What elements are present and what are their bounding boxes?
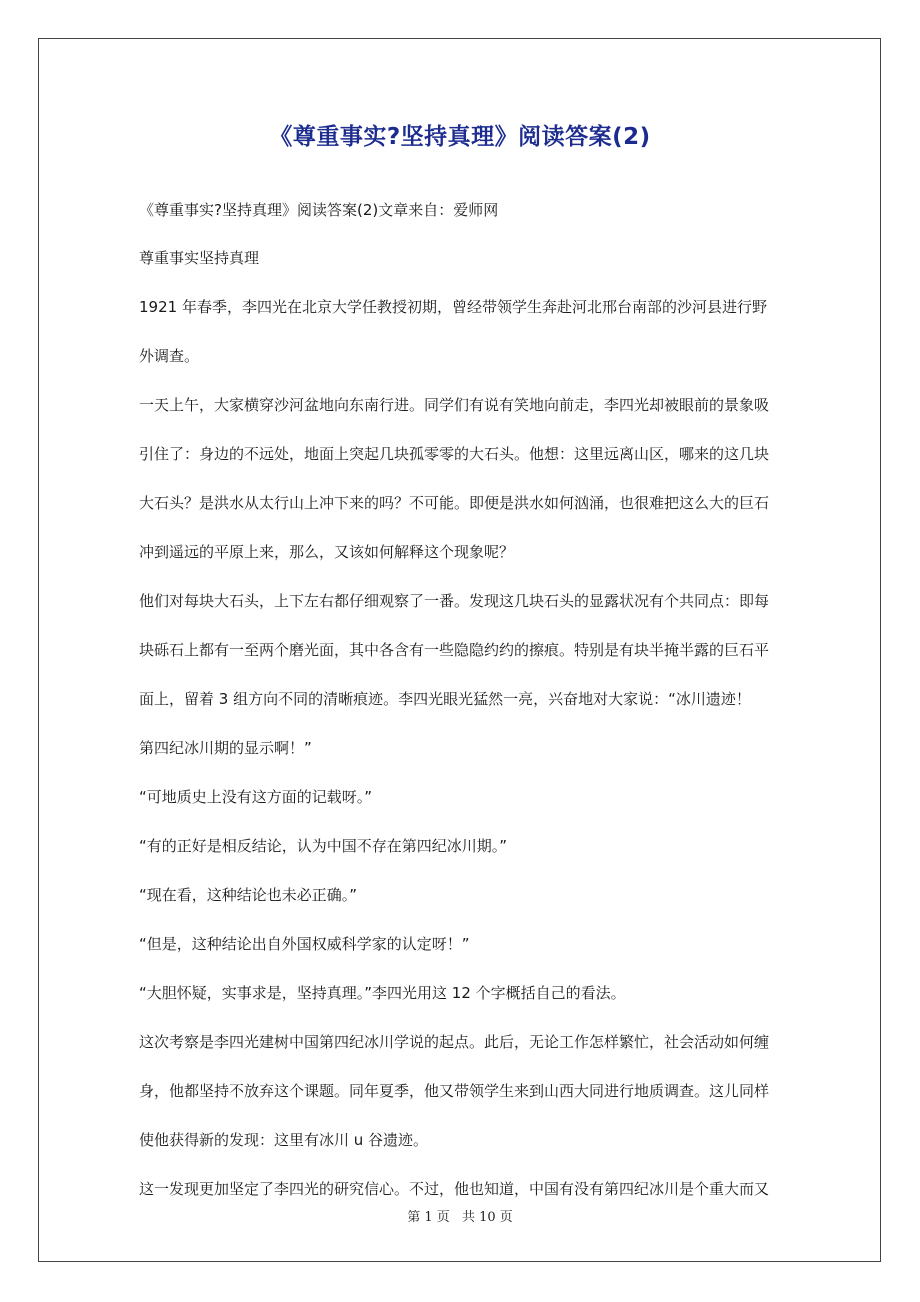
paragraph-line: 第四纪冰川期的显示啊！” [139,739,312,757]
document-title: 《尊重事实?坚持真理》阅读答案(2) [269,124,651,150]
paragraph-line: 块砾石上都有一至两个磨光面，其中各含有一些隐隐约约的擦痕。特别是有块半掩半露的巨石平 [139,641,770,659]
dialogue-line: “可地质史上没有这方面的记载呀。” [139,788,373,806]
paragraph-line: 1921 年春季，李四光在北京大学任教授初期，曾经带领学生奔赴河北邢台南部的沙河县进行野 [139,298,767,316]
paragraph-line: 大石头？是洪水从太行山上冲下来的吗？不可能。即便是洪水如何汹涌，也很难把这么大的巨石 [139,494,770,512]
page-number: 第 1 页 [407,1210,450,1225]
paragraph-line: 外调查。 [139,347,200,365]
page-total: 共 10 页 [461,1210,513,1225]
paragraph-line: 他们对每块大石头，上下左右都仔细观察了一番。发现这几块石头的显露状况有个共同点：即每 [139,592,770,610]
subtitle-line: 尊重事实坚持真理 [139,249,260,267]
paragraph-line: 使他获得新的发现：这里有冰川 u 谷遗迹。 [139,1131,429,1149]
document-body [139,190,784,1218]
paragraph-line: 这次考察是李四光建树中国第四纪冰川学说的起点。此后，无论工作怎样繁忙，社会活动如何缠 [139,1033,770,1051]
dialogue-line: “大胆怀疑，实事求是，坚持真理。”李四光用这 12 个字概括自己的看法。 [139,984,626,1002]
paragraph-line: 身，他都坚持不放弃这个课题。同年夏季，他又带领学生来到山西大同进行地质调查。这儿同样 [139,1082,770,1100]
dialogue-line: “有的正好是相反结论，认为中国不存在第四纪冰川期。” [139,837,508,855]
dialogue-line: “但是，这种结论出自外国权威科学家的认定呀！” [139,935,470,953]
page-footer [0,1206,920,1225]
paragraph-line: 冲到遥远的平原上来，那么，又该如何解释这个现象呢？ [139,543,515,561]
paragraph-line: 这一发现更加坚定了李四光的研究信心。不过，他也知道，中国有没有第四纪冰川是个重大而又 [139,1180,770,1198]
source-line: 《尊重事实?坚持真理》阅读答案(2)文章来自：爱师网 [139,201,499,219]
paragraph-line: 面上，留着 3 组方向不同的清晰痕迹。李四光眼光猛然一亮，兴奋地对大家说：“冰川遗迹！ [139,690,751,708]
paragraph-line: 引住了：身边的不远处，地面上突起几块孤零零的大石头。他想：这里远离山区，哪来的这几块 [139,445,770,463]
paragraph-line: 一天上午，大家横穿沙河盆地向东南行进。同学们有说有笑地向前走，李四光却被眼前的景象吸 [139,396,770,414]
dialogue-line: “现在看，这种结论也未必正确。” [139,886,358,904]
